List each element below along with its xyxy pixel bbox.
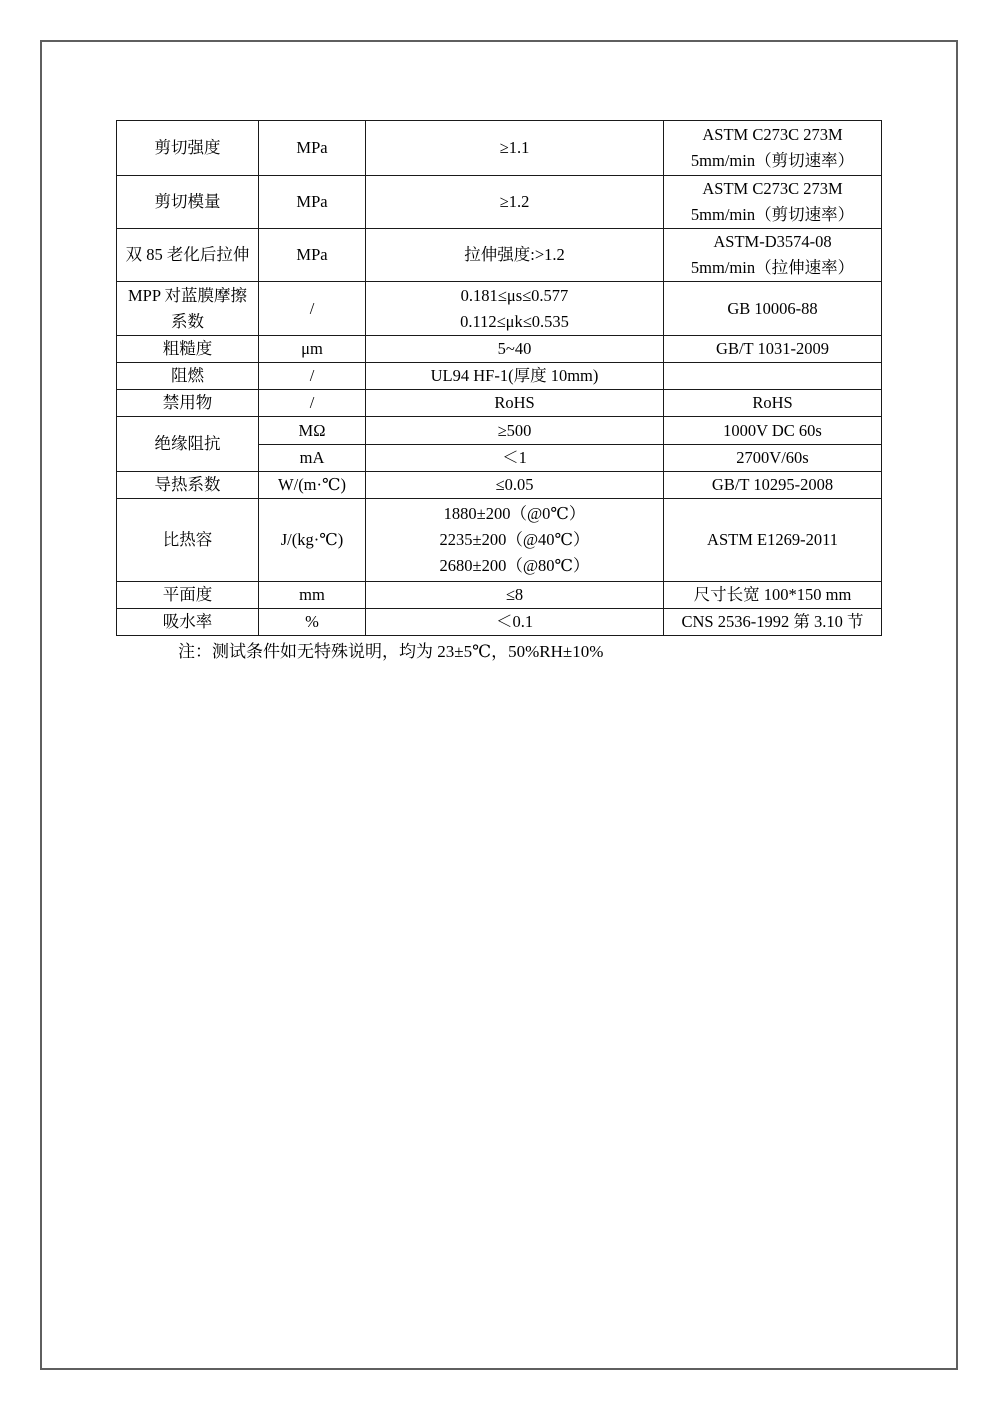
- method-cell: [664, 363, 882, 390]
- property-name-cell: 阻燃: [117, 363, 259, 390]
- method-cell: ASTM E1269-2011: [664, 499, 882, 582]
- method-cell: 1000V DC 60s: [664, 417, 882, 445]
- unit-cell: MΩ: [259, 417, 366, 445]
- property-name-cell: 剪切模量: [117, 176, 259, 229]
- property-name-cell: 比热容: [117, 499, 259, 582]
- method-cell: GB/T 1031-2009: [664, 336, 882, 363]
- unit-cell: /: [259, 282, 366, 336]
- unit-cell: mm: [259, 582, 366, 609]
- table-row: [117, 176, 882, 229]
- table-row: [117, 282, 882, 336]
- value-cell: ≥1.1: [366, 121, 664, 176]
- value-cell: ＜1: [366, 445, 664, 472]
- property-name-cell: MPP 对蓝膜摩擦 系数: [117, 282, 259, 336]
- method-cell: CNS 2536-1992 第 3.10 节: [664, 609, 882, 636]
- property-name-cell: 剪切强度: [117, 121, 259, 176]
- table-row: [117, 363, 882, 390]
- method-cell: GB/T 10295-2008: [664, 472, 882, 499]
- table-row: [117, 229, 882, 282]
- value-cell: ≥1.2: [366, 176, 664, 229]
- unit-cell: mA: [259, 445, 366, 472]
- property-name-cell: 粗糙度: [117, 336, 259, 363]
- method-cell: 尺寸长宽 100*150 mm: [664, 582, 882, 609]
- test-conditions-footnote: 注：测试条件如无特殊说明，均为 23±5℃，50%RH±10%: [178, 642, 604, 661]
- property-name-cell: 导热系数: [117, 472, 259, 499]
- method-cell: ASTM-D3574-08 5mm/min（拉伸速率）: [664, 229, 882, 282]
- value-cell: 5~40: [366, 336, 664, 363]
- table-row: [117, 417, 882, 445]
- method-cell: ASTM C273C 273M 5mm/min（剪切速率）: [664, 176, 882, 229]
- table-row: [117, 472, 882, 499]
- material-properties-table: [116, 120, 882, 636]
- unit-cell: J/(kg·℃): [259, 499, 366, 582]
- value-cell: UL94 HF-1(厚度 10mm): [366, 363, 664, 390]
- value-cell: 0.181≤μs≤0.577 0.112≤μk≤0.535: [366, 282, 664, 336]
- method-cell: ASTM C273C 273M 5mm/min（剪切速率）: [664, 121, 882, 176]
- table-row: [117, 390, 882, 417]
- table-row: [117, 499, 882, 582]
- value-cell: RoHS: [366, 390, 664, 417]
- unit-cell: MPa: [259, 229, 366, 282]
- table-row: [117, 609, 882, 636]
- property-name-cell: 双 85 老化后拉伸: [117, 229, 259, 282]
- property-name-cell: 平面度: [117, 582, 259, 609]
- unit-cell: /: [259, 363, 366, 390]
- unit-cell: MPa: [259, 176, 366, 229]
- value-cell: 1880±200（@0℃） 2235±200（@40℃） 2680±200（@80℃）: [366, 499, 664, 582]
- table-row: [117, 336, 882, 363]
- unit-cell: %: [259, 609, 366, 636]
- value-cell: ≤0.05: [366, 472, 664, 499]
- unit-cell: /: [259, 390, 366, 417]
- value-cell: ≤8: [366, 582, 664, 609]
- table-row: [117, 121, 882, 176]
- value-cell: ＜0.1: [366, 609, 664, 636]
- property-name-cell: 吸水率: [117, 609, 259, 636]
- value-cell: ≥500: [366, 417, 664, 445]
- unit-cell: W/(m·℃): [259, 472, 366, 499]
- value-cell: 拉伸强度:>1.2: [366, 229, 664, 282]
- method-cell: 2700V/60s: [664, 445, 882, 472]
- unit-cell: μm: [259, 336, 366, 363]
- table-row: [117, 582, 882, 609]
- unit-cell: MPa: [259, 121, 366, 176]
- property-name-cell: 禁用物: [117, 390, 259, 417]
- method-cell: RoHS: [664, 390, 882, 417]
- property-name-cell: 绝缘阻抗: [117, 417, 259, 472]
- method-cell: GB 10006-88: [664, 282, 882, 336]
